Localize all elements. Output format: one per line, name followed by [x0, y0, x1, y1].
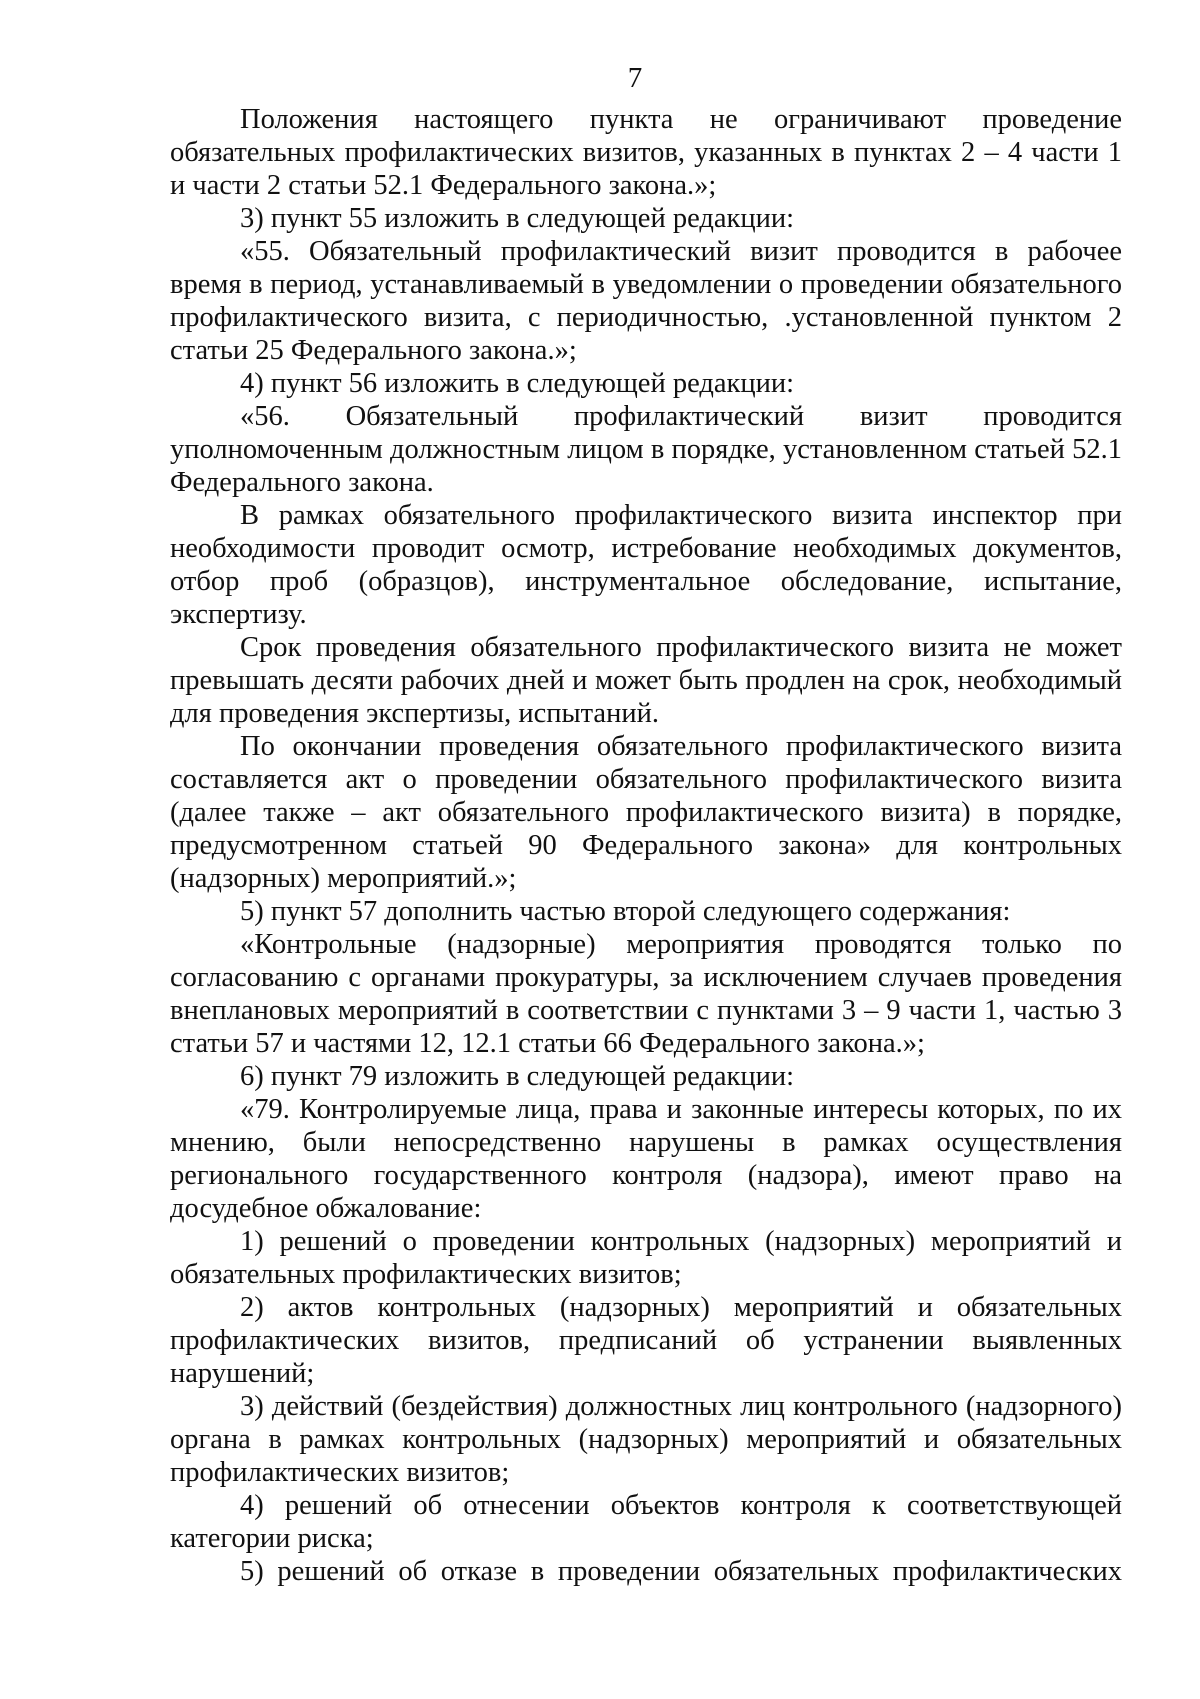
paragraph: Срок проведения обязательного профилактического визита не может превышать десяти рабочих дней и может быть продлен на срок, необходимый для проведения экспертизы, испытаний. [170, 632, 1122, 729]
paragraph: «56. Обязательный профилактический визит проводится уполномоченным должностным лицом в порядке, установленном статьей 52.1 Федерального закона. [170, 401, 1122, 498]
paragraph: 3) пункт 55 изложить в следующей редакции: [240, 203, 795, 234]
page-number: 7 [627, 62, 643, 94]
document-body [170, 103, 1122, 1588]
paragraph: 5) пункт 57 дополнить частью второй следующего содержания: [240, 896, 1011, 927]
paragraph: 1) решений о проведении контрольных (надзорных) мероприятий и обязательных профилактических визитов; [170, 1226, 1122, 1290]
paragraph: 4) пункт 56 изложить в следующей редакции: [240, 368, 795, 399]
paragraph: «79. Контролируемые лица, права и законные интересы которых, по их мнению, были непосредственно нарушены в рамках осуществления регионального государственного контроля (надзора), имеют право на досудебное обжалование: [170, 1094, 1122, 1224]
paragraph: «55. Обязательный профилактический визит проводится в рабочее время в период, устанавливаемый в уведомлении о проведении обязательного профилактического визита, с периодичностью, .установленной пунктом 2 статьи 25 Федерального закона.»; [170, 236, 1122, 366]
paragraph: 2) актов контрольных (надзорных) мероприятий и обязательных профилактических визитов, предписаний об устранении выявленных нарушений; [170, 1292, 1122, 1389]
paragraph: В рамках обязательного профилактического визита инспектор при необходимости проводит осмотр, истребование необходимых документов, отбор проб (образцов), инструментальное обследование, испытание, экспертизу. [170, 500, 1122, 630]
paragraph: Положения настоящего пункта не ограничивают проведение обязательных профилактических визитов, указанных в пунктах 2 – 4 части 1 и части 2 статьи 52.1 Федерального закона.»; [170, 104, 1122, 201]
paragraph: 3) действий (бездействия) должностных лиц контрольного (надзорного) органа в рамках контрольных (надзорных) мероприятий и обязательных профилактических визитов; [170, 1391, 1122, 1488]
paragraph: 4) решений об отнесении объектов контроля к соответствующей категории риска; [170, 1490, 1122, 1554]
paragraph: 6) пункт 79 изложить в следующей редакции: [240, 1061, 795, 1092]
paragraph: «Контрольные (надзорные) мероприятия проводятся только по согласованию с органами прокуратуры, за исключением случаев проведения внеплановых мероприятий в соответствии с пунктами 3 – 9 части 1, частью 3 статьи 57 и частями 12, 12.1 статьи 66 Федерального закона.»; [170, 929, 1122, 1059]
paragraph: По окончании проведения обязательного профилактического визита составляется акт о проведении обязательного профилактического визита (далее также – акт обязательного профилактического визита) в порядке, предусмотренном статьей 90 Федерального закона» для контрольных (надзорных) мероприятий.»; [170, 731, 1122, 894]
paragraph: 5) решений об отказе в проведении обязательных профилактических [240, 1556, 1122, 1587]
